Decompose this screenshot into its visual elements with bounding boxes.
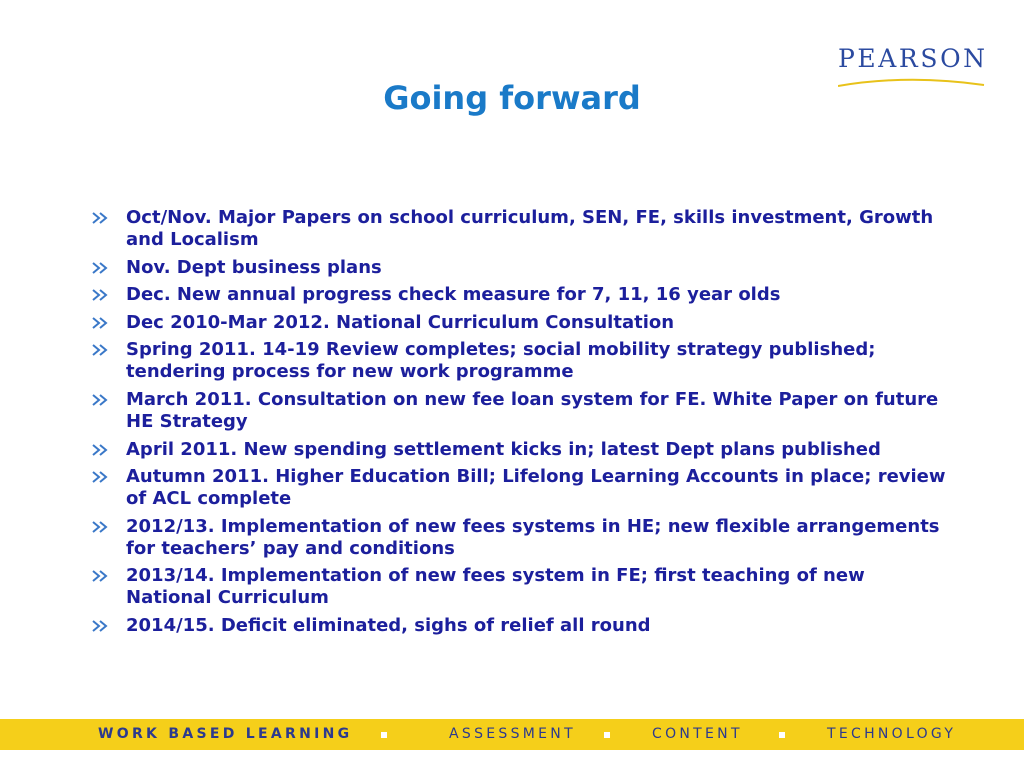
double-arrow-icon: [92, 570, 109, 582]
bullet-text: April 2011. New spending settlement kicks in; latest Dept plans published: [126, 438, 881, 460]
bullet-item: [92, 207, 952, 251]
bullet-text: 2014/15. Deficit eliminated, sighs of relief all round: [126, 614, 651, 636]
square-icon: [381, 732, 387, 738]
footer-item-technology: TECHNOLOGY: [827, 726, 957, 742]
square-icon: [779, 732, 785, 738]
bullet-text: Spring 2011. 14-19 Review completes; social mobility strategy published; tendering process for new work programme: [126, 339, 876, 383]
square-icon: [604, 732, 610, 738]
footer-band: [0, 719, 1024, 750]
bullet-list: [92, 207, 952, 643]
double-arrow-icon: [92, 317, 109, 329]
bullet-item: [92, 615, 952, 637]
footer-item-assessment: ASSESSMENT: [449, 726, 576, 742]
bullet-text: Autumn 2011. Higher Education Bill; Lifelong Learning Accounts in place; review of ACL complete: [126, 466, 946, 510]
logo-text: PEARSON: [838, 44, 988, 73]
bullet-text: 2012/13. Implementation of new fees systems in HE; new flexible arrangements for teachers’ pay and conditions: [126, 515, 940, 559]
double-arrow-icon: [92, 394, 109, 406]
double-arrow-icon: [92, 344, 109, 356]
footer-item-content: CONTENT: [652, 726, 743, 742]
footer-item-work-based-learning: WORK BASED LEARNING: [98, 726, 353, 742]
bullet-item: [92, 339, 952, 383]
bullet-text: Nov. Dept business plans: [126, 256, 382, 278]
bullet-text: 2013/14. Implementation of new fees system in FE; first teaching of new National Curriculum: [126, 565, 865, 609]
bullet-text: Dec. New annual progress check measure for 7, 11, 16 year olds: [126, 284, 781, 306]
bullet-item: [92, 284, 952, 306]
bullet-item: [92, 466, 952, 510]
double-arrow-icon: [92, 471, 109, 483]
bullet-item: [92, 312, 952, 334]
double-arrow-icon: [92, 620, 109, 632]
bullet-item: [92, 439, 952, 461]
bullet-text: March 2011. Consultation on new fee loan system for FE. White Paper on future HE Strategy: [126, 388, 939, 432]
slide-title: Going forward: [383, 79, 641, 117]
bullet-text: Dec 2010-Mar 2012. National Curriculum Consultation: [126, 311, 675, 333]
double-arrow-icon: [92, 289, 109, 301]
bullet-text: Oct/Nov. Major Papers on school curriculum, SEN, FE, skills investment, Growth and Localism: [126, 207, 934, 250]
double-arrow-icon: [92, 521, 109, 533]
double-arrow-icon: [92, 262, 109, 274]
bullet-item: [92, 565, 952, 609]
double-arrow-icon: [92, 444, 109, 456]
bullet-item: [92, 389, 952, 433]
double-arrow-icon: [92, 212, 109, 224]
bullet-item: [92, 257, 952, 279]
bullet-item: [92, 516, 952, 560]
